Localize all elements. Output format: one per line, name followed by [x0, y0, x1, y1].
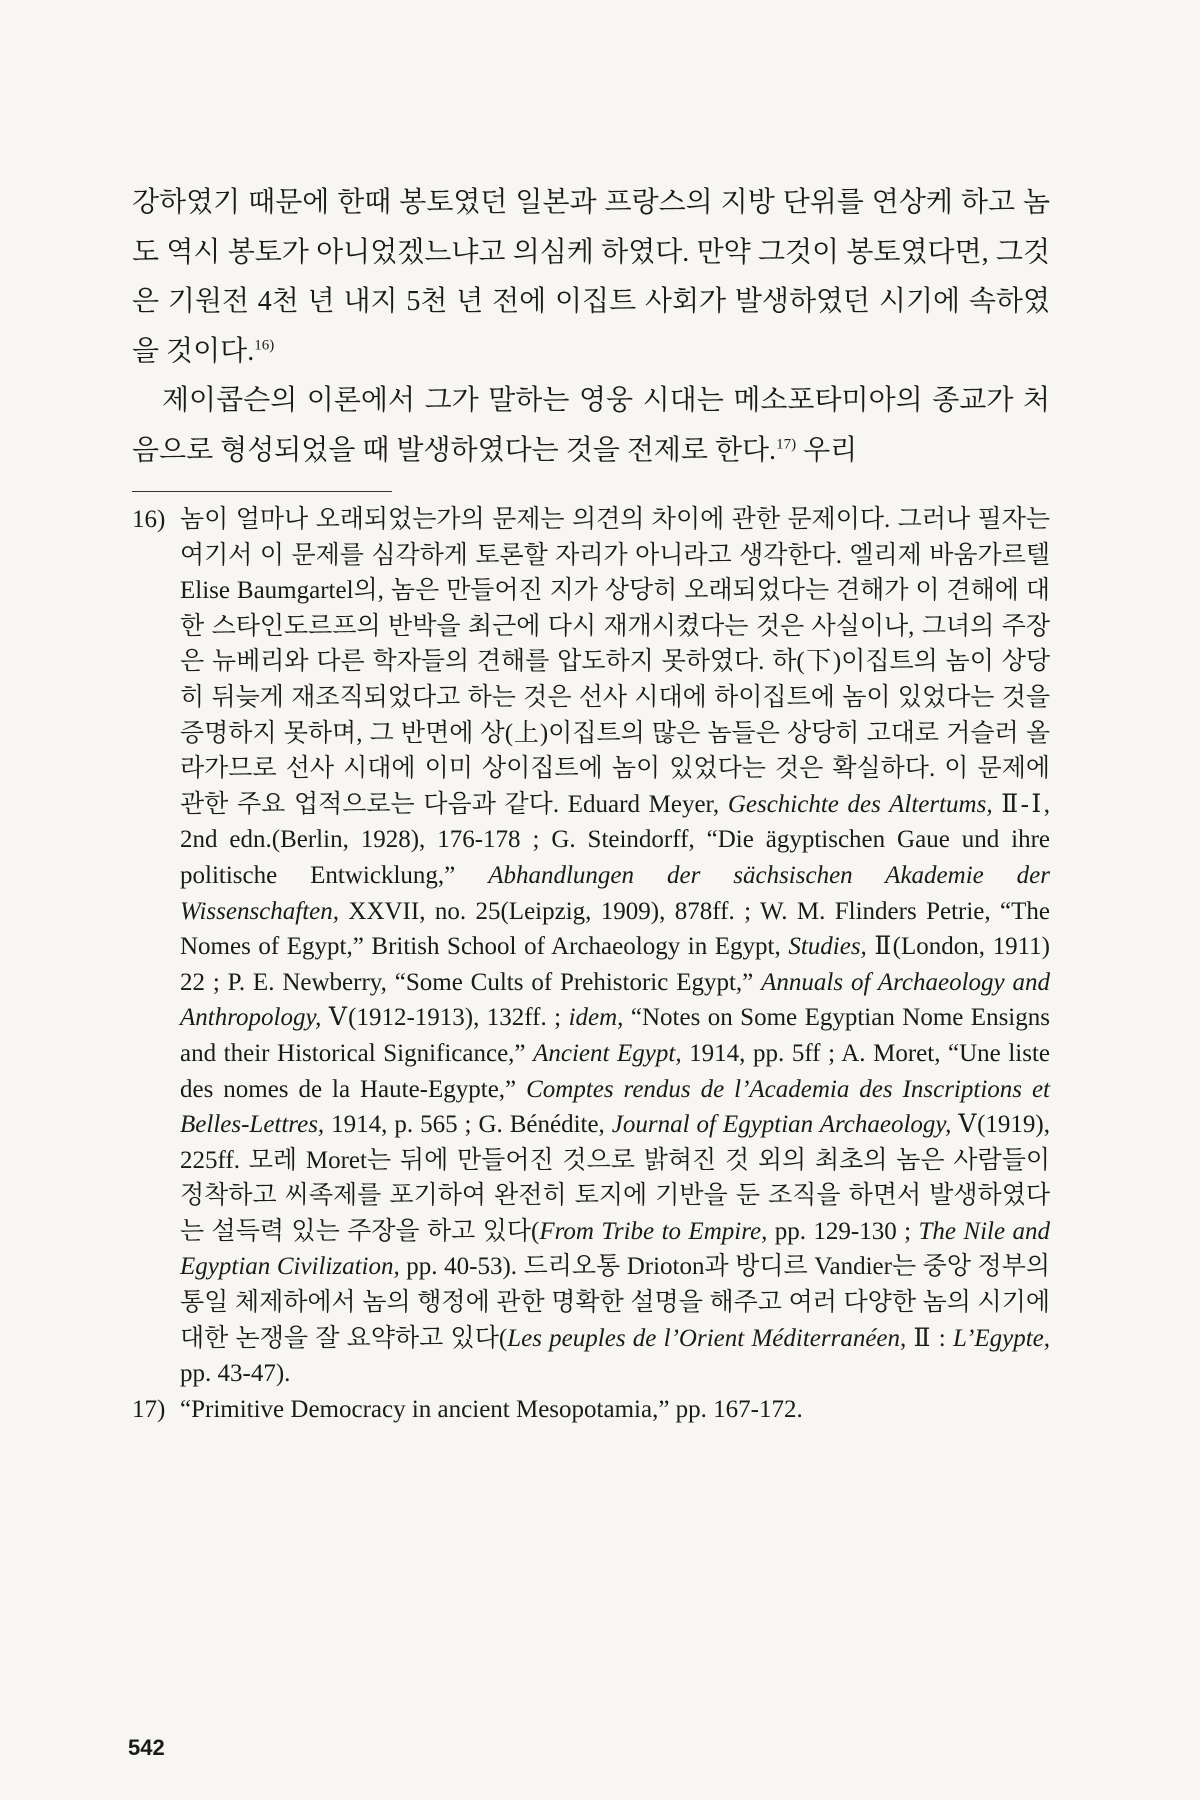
- footnotes: [132, 502, 1050, 1427]
- footnote-segment: Ⅴ(1919), 225ff. 모레 Moret는 뒤에 만들어진 것으로 밝혀진 것 외의 최초의 놈은 사람들이 정착하고 씨족제를 포기하여 완전히 토지에 기반을 둔 조직을 하면서 발생하였다는 설득력 있는 주장을 하고 있다(: [180, 1111, 1051, 1245]
- footnote-segment: “Primitive Democracy in ancient Mesopotamia,” pp. 167-172.: [180, 1395, 803, 1423]
- footnote-segment: XXVII, no. 25(Leipzig, 1909), 878ff. ; W. M. Flinders Petrie, “The Nomes of Egypt,” British School of Archaeology in Egypt,: [180, 897, 1050, 961]
- footnote-italic-segment: Journal of Egyptian Archaeology,: [611, 1111, 952, 1139]
- footnote-italic-segment: Annuals of Archaeology and Anthropology,: [180, 968, 1051, 1032]
- footnote-segment: 1914, pp. 5ff ; A. Moret, “Une liste des nomes de la Haute-Egypte,”: [180, 1039, 1051, 1103]
- footnote-segment: 1914, p. 565 ; G. Bénédite,: [324, 1111, 612, 1139]
- footnote-ref-16: 16): [254, 337, 275, 354]
- footnote-number: 17): [132, 1395, 166, 1423]
- footnote-ref-17: 17): [776, 436, 797, 453]
- footnote-text: [180, 1396, 803, 1423]
- paragraph-2-tail: 우리: [796, 434, 858, 466]
- footnote-segment: 놈이 얼마나 오래되었는가의 문제는 의견의 차이에 관한 문제이다. 그러나 필자는 여기서 이 문제를 심각하게 토론할 자리가 아니라고 생각한다. 엘리제 바움가르텔 Elise Baumgartel의, 놈은 만들어진 지가 상당히 오래되었다는 견해가 이 견해에 대한 스타인도르프의 반박을 최근에 다시 재개시켰다는 것은 사실이나, 그녀의 주장은 뉴베리와 다른 학자들의 견해를 압도하지 못하였다. 하(下)이집트의 놈이 상당히 뒤늦게 재조직되었다고 하는 것은 선사 시대에 하이집트에 놈이 있었다는 것을 증명하지 못하며, 그 반면에 상(上)이집트의 많은 놈들은 상당히 고대로 거슬러 올라가므로 선사 시대에 이미 상이집트에 놈이 있었다는 것은 확실하다. 이 문제에 관한 주요 업적으로는 다음과 같다. Eduard Meyer,: [180, 506, 1050, 818]
- footnote-italic-segment: Ancient Egypt,: [533, 1039, 682, 1067]
- page-number: 542: [128, 1735, 165, 1760]
- footnote-italic-segment: From Tribe to Empire,: [539, 1217, 768, 1245]
- footnote-text: [180, 506, 1050, 1387]
- footnote-segment: pp. 129-130 ;: [767, 1217, 919, 1245]
- footnote-separator: [132, 491, 392, 492]
- footnote-italic-segment: Abhandlungen der sächsischen Akademie der Wissenschaften,: [180, 861, 1051, 925]
- footnote-17: [132, 1392, 1050, 1428]
- paragraph-2: [132, 376, 1050, 475]
- paragraph-1-text: 강하였기 때문에 한때 봉토였던 일본과 프랑스의 지방 단위를 연상케 하고 놈도 역시 봉토가 아니었겠느냐고 의심케 하였다. 만약 그것이 봉토였다면, 그것은 기원전 4천 년 내지 5천 년 전에 이집트 사회가 발생하였던 시기에 속하였을 것이다.: [132, 187, 1050, 367]
- footnote-16: [132, 502, 1050, 1392]
- footnote-italic-segment: Geschichte des Altertums,: [727, 790, 993, 818]
- footnote-segment: “Notes on Some Egyptian Nome Ensigns and their Historical Significance,”: [180, 1004, 1050, 1067]
- footnote-segment: Ⅱ(London, 1911) 22 ; P. E. Newberry, “Some Cults of Prehistoric Egypt,”: [180, 933, 1050, 996]
- paragraph-1: [132, 178, 1050, 376]
- footnote-italic-segment: The Nile and Egyptian Civilization,: [180, 1217, 1050, 1281]
- main-text: [132, 178, 1050, 475]
- footnote-segment: Ⅱ-Ⅰ, 2nd edn.(Berlin, 1928), 176-178 ; G. Steindorff, “Die ägyptischen Gaue und ihre politische Entwicklung,”: [180, 790, 1050, 889]
- footnote-segment: Ⅱ :: [906, 1324, 954, 1352]
- footnote-italic-segment: Les peuples de l’Orient Méditerranéen,: [507, 1324, 907, 1352]
- footnote-segment: pp. 43-47).: [180, 1360, 291, 1388]
- footnote-number: 16): [132, 506, 166, 533]
- footnote-segment: Ⅴ(1912-1913), 132ff. ;: [321, 1004, 569, 1032]
- footnote-italic-segment: L’Egypte,: [953, 1324, 1050, 1352]
- footnote-italic-segment: Studies,: [788, 933, 867, 961]
- footnote-italic-segment: Comptes rendus de l’Academia des Inscriptions et Belles-Lettres,: [180, 1075, 1050, 1139]
- paragraph-2-text: 제이콥슨의 이론에서 그가 말하는 영웅 시대는 메소포타미아의 종교가 처음으로 형성되었을 때 발생하였다는 것을 전제로 한다.: [132, 385, 1050, 466]
- footnote-italic-segment: idem,: [568, 1004, 624, 1032]
- footnote-segment: pp. 40-53). 드리오통 Drioton과 방디르 Vandier는 중앙 정부의 통일 체제하에서 놈의 행정에 관한 명확한 설명을 해주고 여러 다양한 놈의 시기에 대한 논쟁을 잘 요약하고 있다(: [180, 1253, 1050, 1352]
